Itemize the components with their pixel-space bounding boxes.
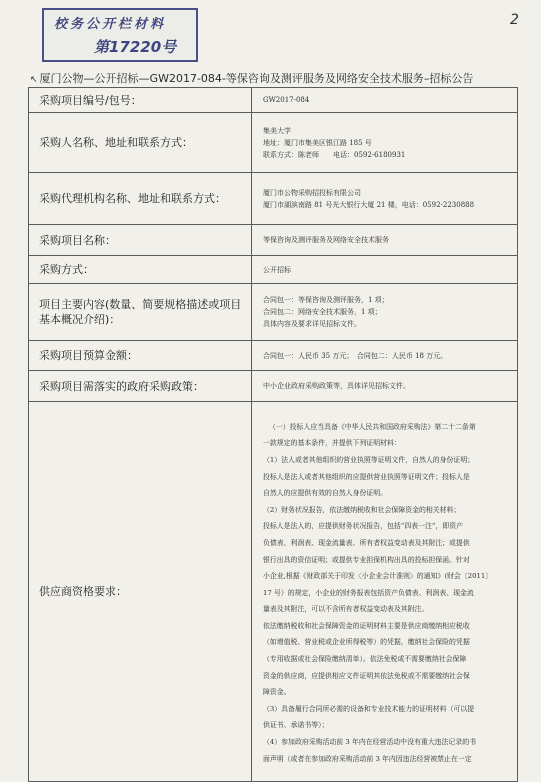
table-row	[29, 225, 518, 256]
field-label: 采购人名称、地址和联系方式：	[29, 113, 252, 173]
stamp-line-1: 校务公开栏材料	[54, 17, 167, 32]
value-line: （专用收据或社会保险缴纳清单）。依法免税或不需要缴纳社会保障	[263, 655, 467, 664]
corner-page-mark: 2	[510, 12, 519, 28]
value-line: 中小企业政府采购政策等，具体详见招标文件。	[263, 382, 410, 390]
value-line: （如增值税、营业税或企业所得税等）的凭据，缴纳社会保险的凭据	[263, 638, 470, 647]
field-value	[252, 371, 518, 402]
table-row	[29, 113, 518, 173]
value-line: 银行出具的资信证明；或提供专业担保机构出具的投标担保函。针对	[263, 555, 470, 564]
field-value	[252, 88, 518, 113]
value-line: 17 号）的规定，小企业的财务报表包括资产负债表、利润表、现金流	[263, 588, 474, 597]
value-line: 一款规定的基本条件，并提供下列证明材料：	[263, 439, 401, 448]
table-row	[29, 284, 518, 341]
value-line: 资金的供应商，应提供相应文件证明其依法免税或不需要缴纳社会保	[263, 671, 470, 680]
value-line: 依法缴纳税收和社会保障资金的证明材料主要是供应商缴纳相应税收	[263, 621, 470, 630]
value-line: 厦门市湖滨南路 81 号光大银行大厦 21 楼，电话：0592-2230888	[263, 200, 475, 209]
field-value	[252, 284, 518, 341]
field-label: 采购项目需落实的政府采购政策：	[29, 371, 252, 402]
field-label: 采购方式：	[29, 256, 252, 284]
value-line: 联系方式：陈老师 电话：0592-6180931	[263, 150, 406, 159]
value-line: 厦门市公物采购招投标有限公司	[263, 188, 361, 197]
value-line: 负债表、利润表、现金流量表、所有者权益变动表及其附注；或提供	[263, 538, 470, 547]
value-line: GW2017-084	[263, 96, 310, 104]
value-line: 合同包一：等保咨询及测评服务，1 项；	[263, 296, 389, 304]
value-line: （4）参加政府采购活动前 3 年内在经营活动中没有重大违法记录的书	[263, 738, 476, 747]
value-line: 集美大学	[263, 126, 291, 135]
table-row	[29, 402, 518, 782]
announcement-table	[28, 87, 518, 782]
field-value	[252, 225, 518, 256]
value-line: （3）具备履行合同所必需的设备和专业技术能力的证明材料（可以提	[263, 704, 475, 713]
value-line: 等保咨询及测评服务及网络安全技术服务	[263, 236, 389, 244]
field-value	[252, 256, 518, 284]
field-label: 采购代理机构名称、地址和联系方式：	[29, 173, 252, 225]
value-line: （1）法人或者其他组织的营业执照等证明文件，自然人的身份证明；	[263, 455, 475, 464]
table-row	[29, 341, 518, 371]
document-title-text: 厦门公物—公开招标—GW2017-084-等保咨询及测评服务及网络安全技术服务–招标公告	[39, 72, 474, 85]
value-line: 合同包一：人民币 35 万元； 合同包二：人民币 18 万元。	[263, 351, 448, 360]
field-label: 采购项目名称：	[29, 225, 252, 256]
document-title	[30, 70, 510, 86]
value-line: 供证书、承诺书等）；	[263, 721, 329, 730]
value-line: 小企业,根据《财政部关于印发〈小企业会计准则〉的通知》(财会〔2011〕	[263, 572, 493, 581]
value-line: 地址：厦门市集美区银江路 185 号	[263, 138, 372, 147]
field-label: 采购项目预算金额：	[29, 341, 252, 371]
arrow-icon: ↖	[30, 75, 38, 85]
value-line: 投标人是法人或者其他组织的应提供营业执照等证明文件；投标人是	[263, 472, 470, 481]
field-label: 项目主要内容(数量、简要规格描述或项目基本概况介绍)：	[29, 284, 252, 341]
value-line: （一）投标人应当具备《中华人民共和国政府采购法》第二十二条第	[269, 422, 476, 431]
value-line: 面声明（或者在参加政府采购活动前 3 年内因违法经营被禁止在一定	[263, 754, 472, 763]
value-line: 公开招标	[263, 265, 291, 274]
table-row	[29, 88, 518, 113]
archive-stamp	[42, 8, 198, 62]
field-value	[252, 173, 518, 225]
value-line: 量表及其附注，可以不含所有者权益变动表及其附注。	[263, 605, 429, 614]
value-line: 具体内容及要求详见招标文件。	[263, 320, 361, 328]
field-label: 采购项目编号/包号：	[29, 88, 252, 113]
field-value	[252, 402, 518, 782]
value-line: （2）财务状况报告，依法缴纳税收和社会保障资金的相关材料；	[263, 505, 461, 514]
value-line: 合同包二：网络安全技术服务，1 项；	[263, 308, 382, 316]
table-row	[29, 371, 518, 402]
field-value	[252, 341, 518, 371]
stamp-line-2: 第17220号	[94, 38, 177, 56]
field-label: 供应商资格要求：	[29, 402, 252, 782]
value-line: 障资金。	[263, 688, 291, 697]
value-line: 投标人是法人的，应提供财务状况报告，包括“四表一注”，即资产	[263, 522, 463, 531]
table-row	[29, 173, 518, 225]
value-line: 自然人的应提供有效的自然人身份证明。	[263, 489, 388, 498]
table-row	[29, 256, 518, 284]
field-value	[252, 113, 518, 173]
